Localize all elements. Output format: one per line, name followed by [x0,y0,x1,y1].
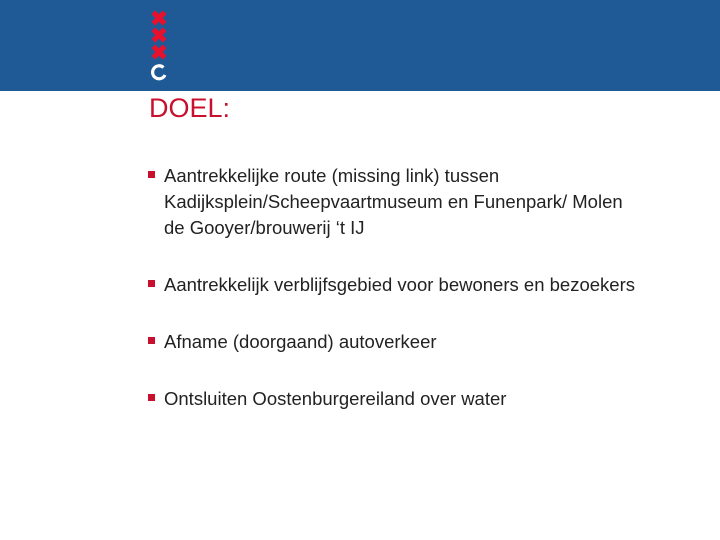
bullet-text: Aantrekkelijk verblijfsgebied voor bewoners en bezoekers [164,274,635,295]
bullet-text: Afname (doorgaand) autoverkeer [164,331,437,352]
slide-title: DOEL: [149,93,231,123]
square-bullet-icon [148,394,155,401]
square-bullet-icon [148,171,155,178]
bullet-text: Ontsluiten Oostenburgereiland over water [164,388,507,409]
bullet-list [146,163,646,412]
bullet-item [146,272,646,298]
header-band [0,0,720,91]
amsterdam-xxx-logo-icon [148,9,170,85]
square-bullet-icon [148,337,155,344]
bullet-item [146,163,646,241]
bullet-text: Aantrekkelijke route (missing link) tussen Kadijksplein/Scheepvaartmuseum en Funenpark/ Molen de Gooyer/brouwerij ‘t IJ [164,165,623,238]
bullet-item [146,329,646,355]
square-bullet-icon [148,280,155,287]
bullet-item [146,386,646,412]
